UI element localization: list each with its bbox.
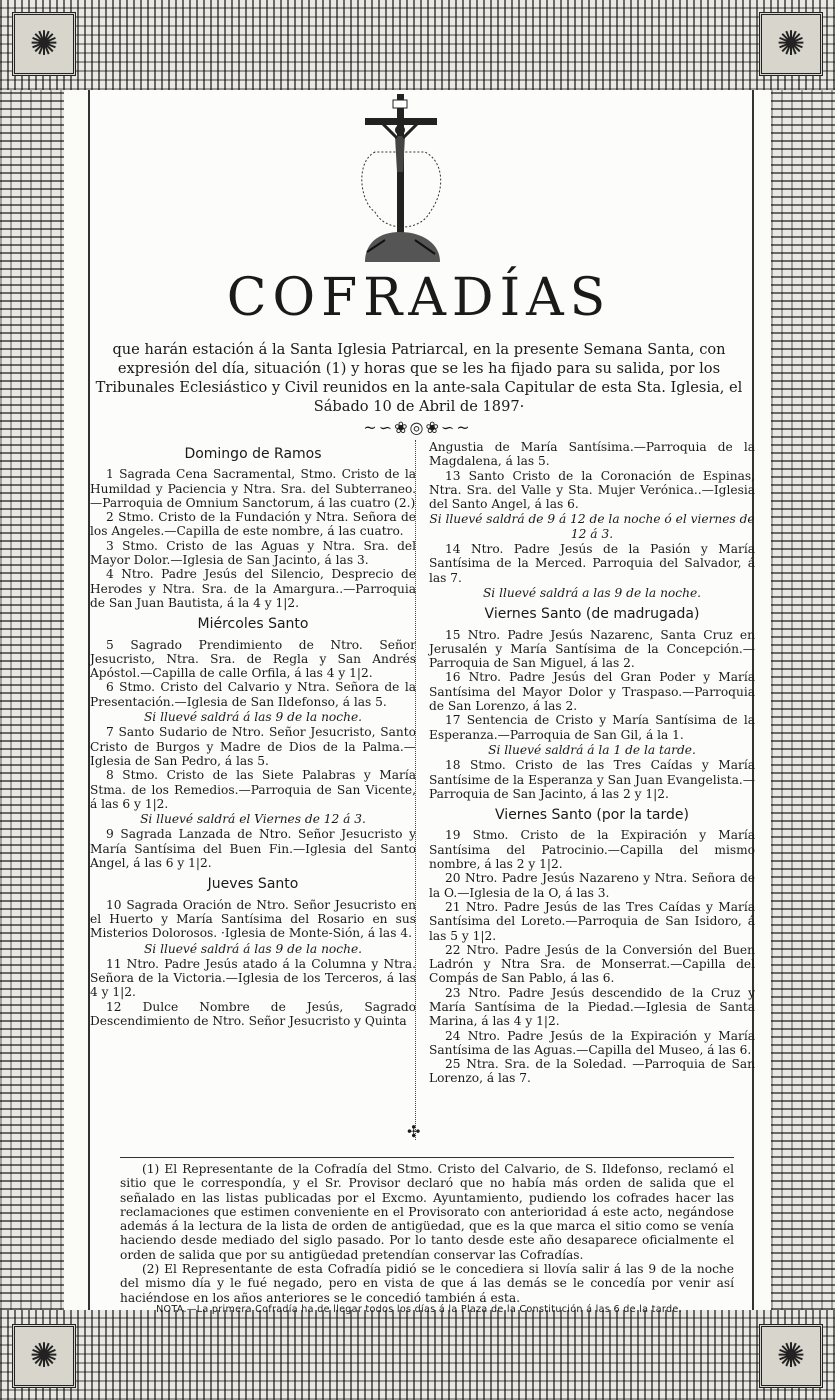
cofradia-entry: 25 Ntra. Sra. de la Soledad. —Parroquia de San Lorenzo, á las 7. xyxy=(429,1057,755,1086)
crucifix-illustration xyxy=(345,92,455,267)
rain-note: Si lluevé saldrá á las 9 de la noche. xyxy=(143,941,363,956)
corner-rosette-icon xyxy=(12,1324,76,1388)
cofradia-entry: 11 Ntro. Padre Jesús atado á la Columna y Ntra. Señora de la Victoria.—Iglesia de los Terceros, á las 4 y 1|2. xyxy=(90,956,416,1000)
column-divider xyxy=(415,440,416,1140)
ornamental-border-bottom xyxy=(0,1310,835,1400)
day-heading: Viernes Santo (por la tarde) xyxy=(495,807,689,824)
rain-note: Si lluevé saldrá el Viernes de 12 á 3. xyxy=(140,812,366,827)
cofradia-entry: 21 Ntro. Padre Jesús de las Tres Caídas y María Santísima del Loreto.—Parroquia de San Isidoro, á las 5 y 1|2. xyxy=(429,899,755,943)
rain-note: Si lluevé saldrá á las 9 de la noche. xyxy=(143,710,363,725)
footnote-1: (1) El Representante de la Cofradía del Stmo. Cristo del Calvario, de S. Ildefonso, reclamó el sitio que le correspondía, y el Sr. Provisor declaró que no había más orden de salida que el señalado en las listas publicadas por el Excmo. Ayuntamiento, pudiendo los cofrades hacer las reclamaciones que estimen conveniente en el Provisorato con anterioridad á este acto, negándose además á la lectura de la lista de orden de antigüedad, que es la que marca el sitio como se venía haciendo desde mediado del siglo pasado. Por lo tanto desde este año desaparece oficialmente el orden de salida que por su antigüedad pretendían conservar las Cofradías. xyxy=(120,1162,734,1262)
nota-line: NOTA.—La primera Cofradía ha de llegar todos los días á la Plaza de la Constitución á las 6 de la tarde. xyxy=(156,1304,682,1315)
ornamental-border-left xyxy=(0,90,64,1310)
day-heading: Miércoles Santo xyxy=(197,616,309,633)
cofradia-entry: 4 Ntro. Padre Jesús del Silencio, Desprecio de Herodes y Ntra. Sra. de la Amargura..—Parroquia de San Juan Bautista, á la 4 y 1|2. xyxy=(90,567,416,610)
page-title: COFRADÍAS xyxy=(226,268,612,328)
cofradia-entry: 1 Sagrada Cena Sacramental, Stmo. Cristo de la Humildad y Paciencia y Ntra. Sra. del Subterraneo.—Parroquia de Omnium Sanctorum, á las cuatro (2.) xyxy=(90,467,416,510)
right-column xyxy=(429,440,755,1086)
cofradia-entry: 2 Stmo. Cristo de la Fundación y Ntra. Señora de los Angeles.—Capilla de este nombre, á las cuatro. xyxy=(90,510,416,539)
rain-note: Si lluevé saldrá a las 9 de la noche. xyxy=(482,585,702,600)
cofradia-entry: 10 Sagrada Oración de Ntro. Señor Jesucristo en el Huerto y María Santísima del Rosario en sus Misterios Dolorosos. ·Iglesia de Monte-Sión, á las 4. xyxy=(90,897,416,941)
corner-rosette-icon xyxy=(759,1324,823,1388)
rain-note: Si lluevé saldrá de 9 á 12 de la noche ó el viernes de 12 á 3. xyxy=(429,512,755,541)
corner-rosette-icon xyxy=(759,12,823,76)
cofradia-entry: 15 Ntro. Padre Jesús Nazarenc, Santa Cruz en Jerusalén y María Santísima de la Concepción.—Parroquia de San Miguel, á las 2. xyxy=(429,627,755,671)
corner-rosette-icon xyxy=(12,12,76,76)
cofradia-entry: 18 Stmo. Cristo de las Tres Caídas y María Santísime de la Esperanza y San Juan Evangelista.—Parroquia de San Jacinto, á las 2 y 1|2. xyxy=(429,758,755,801)
cofradia-entry: 8 Stmo. Cristo de las Siete Palabras y María Stma. de los Remedios.—Parroquia de San Vicente, á las 6 y 1|2. xyxy=(90,768,416,811)
cofradia-entry: 6 Stmo. Cristo del Calvario y Ntra. Señora de la Presentación.—Iglesia de San Ildefonso, á las 5. xyxy=(90,680,416,709)
rain-note: Si lluevé saldrá á la 1 de la tarde. xyxy=(488,742,696,757)
flourish-ornament-icon: ~∽❀◎❀∽~ xyxy=(363,418,472,437)
cofradia-entry: 23 Ntro. Padre Jesús descendido de la Cruz y María Santísima de la Piedad.—Iglesia de Santa Marina, á las 4 y 1|2. xyxy=(429,985,755,1029)
cofradia-entry: 9 Sagrada Lanzada de Ntro. Señor Jesucristo y María Santísima del Buen Fin.—Iglesia del Santo Angel, á las 6 y 1|2. xyxy=(90,827,416,871)
ornamental-border-right xyxy=(771,90,835,1310)
cofradia-entry: 13 Santo Cristo de la Coronación de Espinas, Ntra. Sra. del Valle y Sta. Mujer Verónica..—Iglesia del Santo Angel, á las 6. xyxy=(429,468,755,512)
intro-paragraph: que harán estación á la Santa Iglesia Patriarcal, en la presente Semana Santa, con expresión del día, situación (1) y horas que se les ha fijado para su salida, por los Tribunales Eclesiástico y Civil reunidos en la ante-sala Capitular de esta Sta. Iglesia, el Sábado 10 de Abril de 1897· xyxy=(95,341,743,415)
day-heading: Viernes Santo (de madrugada) xyxy=(484,606,700,623)
cofradia-entry: 17 Sentencia de Cristo y María Santísima de la Esperanza.—Parroquia de San Gil, á la 1. xyxy=(429,713,755,742)
cofradia-entry: 14 Ntro. Padre Jesús de la Pasión y María Santísima de la Merced. Parroquia del Salvador, á las 7. xyxy=(429,542,755,585)
cofradia-entry: 16 Ntro. Padre Jesús del Gran Poder y María Santísima del Mayor Dolor y Traspaso.—Parroquia de San Lorenzo, á las 2. xyxy=(429,670,755,714)
left-column xyxy=(90,440,416,1028)
footnote-2: (2) El Representante de esta Cofradía pidió se le concediera si llovía salir á las 9 de la noche del mismo día y le fué negado, pero en vista de que á las demás se le concedía por venir así haciéndose en los años anteriores se le concedió también á esta. xyxy=(120,1262,734,1305)
day-heading: Domingo de Ramos xyxy=(184,446,322,462)
cofradia-entry: 22 Ntro. Padre Jesús de la Conversión del Buen Ladrón y Ntra Sra. de Monserrat.—Capilla del Compás de San Pablo, á las 6. xyxy=(429,942,755,986)
cofradia-entry: 12 Dulce Nombre de Jesús, Sagrado Descendimiento de Ntro. Señor Jesucristo y Quinta xyxy=(90,999,416,1028)
cofradia-entry: 20 Ntro. Padre Jesús Nazareno y Ntra. Señora de la O.—Iglesia de la O, á las 3. xyxy=(429,871,755,900)
cofradia-entry: 24 Ntro. Padre Jesús de la Expiración y María Santísima de las Aguas.—Capilla del Museo, á las 6. xyxy=(429,1028,755,1057)
cofradia-entry: 3 Stmo. Cristo de las Aguas y Ntra. Sra. del Mayor Dolor.—Iglesia de San Jacinto, á las 3. xyxy=(90,538,416,568)
cofradia-entry: 19 Stmo. Cristo de la Expiración y María Santísima del Patrocinio.—Capilla del mismo nombre, á las 2 y 1|2. xyxy=(429,828,755,872)
divider-star-icon: ✣ xyxy=(407,1122,421,1141)
cofradia-entry: 5 Sagrado Prendimiento de Ntro. Señor Jesucristo, Ntra. Sra. de Regla y San Andrés Apóstol.—Capilla de calle Orfila, á las 4 y 1|2. xyxy=(90,637,416,681)
ornamental-border-top xyxy=(0,0,835,90)
day-heading: Jueves Santo xyxy=(207,876,299,893)
cofradia-entry: Angustia de María Santísima.—Parroquia de la Magdalena, á las 5. xyxy=(429,440,755,469)
footnotes xyxy=(120,1157,734,1305)
cofradia-entry: 7 Santo Sudario de Ntro. Señor Jesucristo, Santo Cristo de Burgos y Madre de Dios de la Palma.—Iglesia de San Pedro, á las 5. xyxy=(90,725,416,768)
